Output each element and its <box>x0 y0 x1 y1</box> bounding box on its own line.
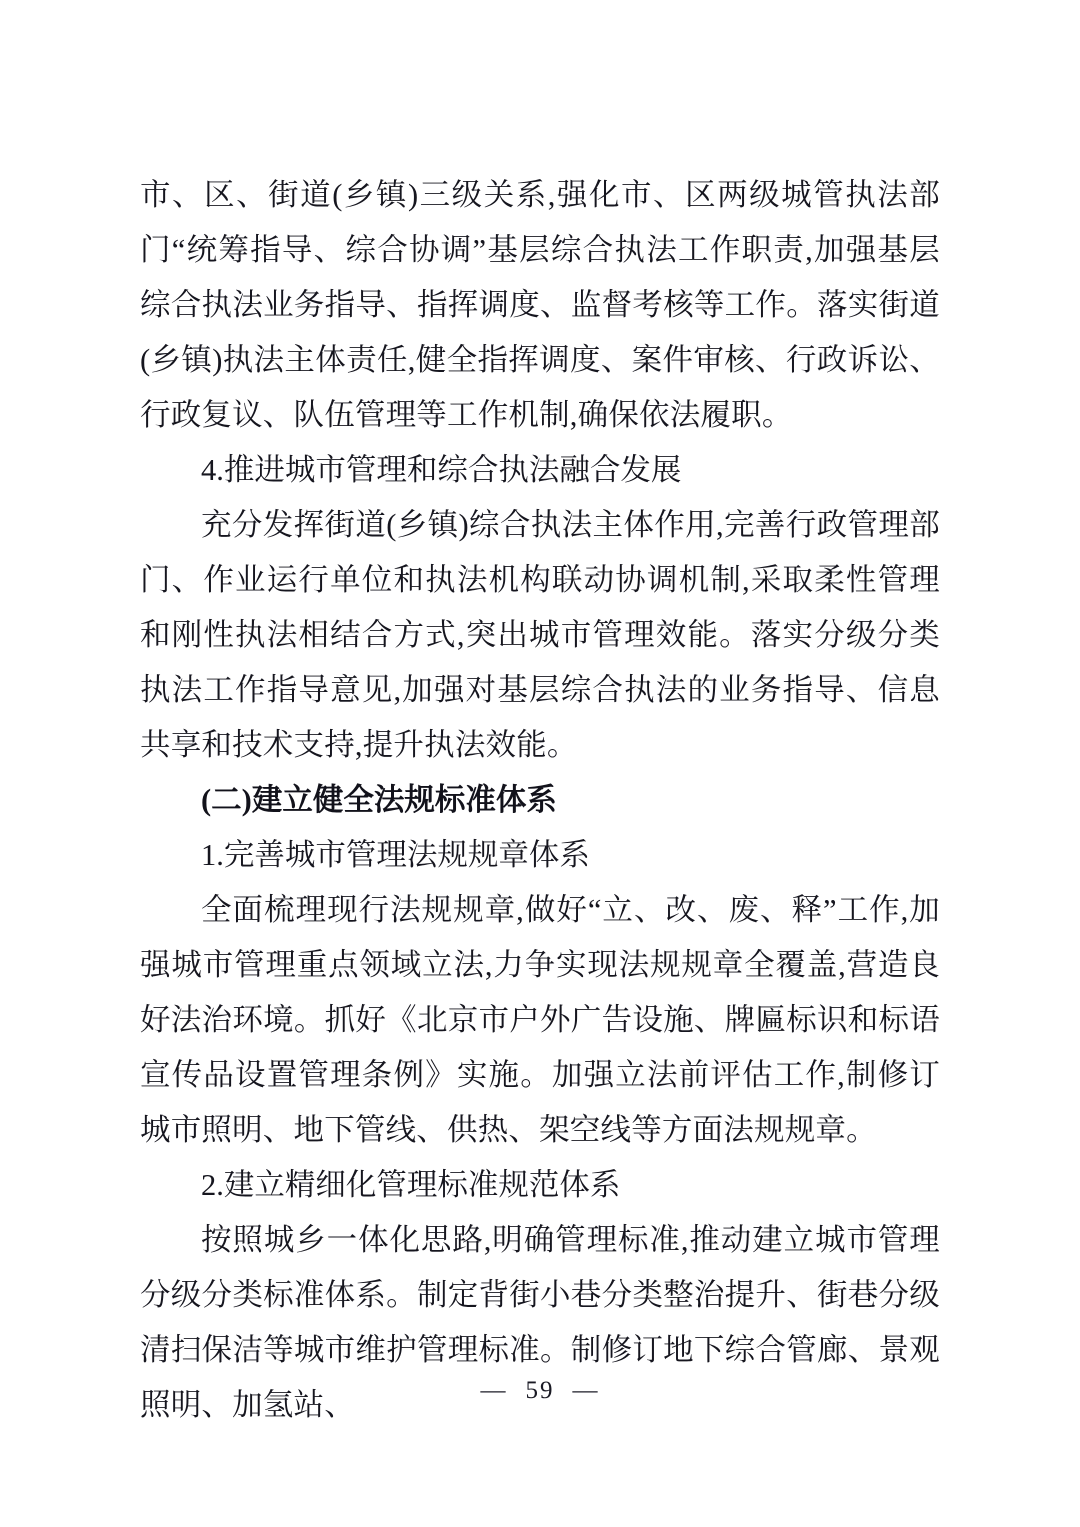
subheading-item-2: 2.建立精细化管理标准规范体系 <box>201 1168 621 1202</box>
page-body <box>140 168 940 1433</box>
footer-right-dash: — <box>572 1377 600 1404</box>
paragraph-continuation: 市、区、街道(乡镇)三级关系,强化市、区两级城管执法部门“统筹指导、综合协调”基层综合执法工作职责,加强基层综合执法业务指导、指挥调度、监督考核等工作。落实街道(乡镇)执法主体责任,健全指挥调度、案件审核、行政诉讼、行政复议、队伍管理等工作机制,确保依法履职。 <box>140 178 940 432</box>
page-footer <box>0 1377 1080 1405</box>
footer-left-dash: — <box>480 1377 508 1404</box>
paragraph-integration-development: 充分发挥街道(乡镇)综合执法主体作用,完善行政管理部门、作业运行单位和执法机构联动协调机制,采取柔性管理和刚性执法相结合方式,突出城市管理效能。落实分级分类执法工作指导意见,加强对基层综合执法的业务指导、信息共享和技术支持,提升执法效能。 <box>140 508 940 762</box>
section-heading-two: (二)建立健全法规标准体系 <box>201 783 557 817</box>
page-number: 59 <box>525 1377 555 1404</box>
subheading-item-1: 1.完善城市管理法规规章体系 <box>201 838 590 872</box>
paragraph-regulations-system: 全面梳理现行法规规章,做好“立、改、废、释”工作,加强城市管理重点领域立法,力争实现法规规章全覆盖,营造良好法治环境。抓好《北京市户外广告设施、牌匾标识和标语宣传品设置管理条例》实施。加强立法前评估工作,制修订城市照明、地下管线、供热、架空线等方面法规规章。 <box>140 893 940 1147</box>
paragraph-standards-system: 按照城乡一体化思路,明确管理标准,推动建立城市管理分级分类标准体系。制定背街小巷分类整治提升、街巷分级清扫保洁等城市维护管理标准。制修订地下综合管廊、景观照明、加氢站、 <box>140 1223 940 1422</box>
subheading-item-4: 4.推进城市管理和综合执法融合发展 <box>201 453 682 487</box>
